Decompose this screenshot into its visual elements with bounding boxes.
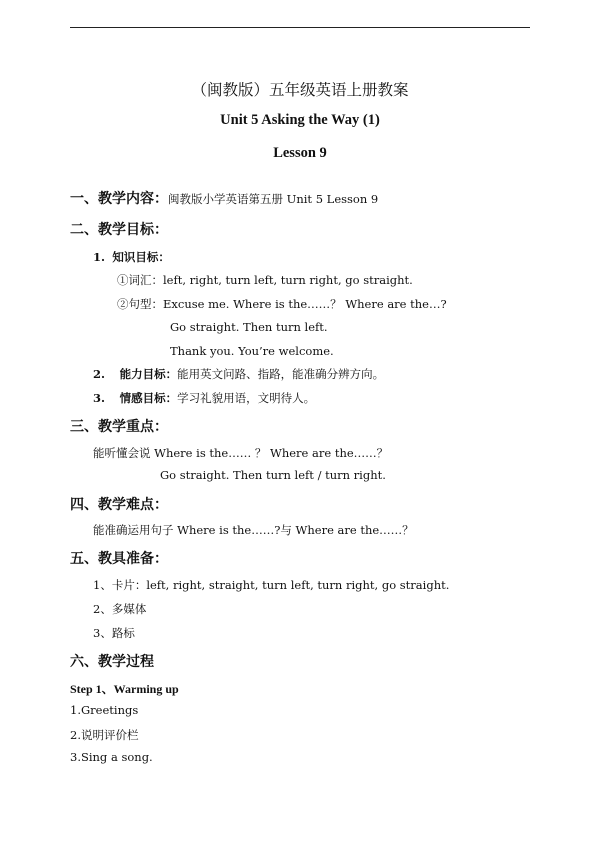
goal-label: 能力目标：: [119, 367, 178, 381]
goal-ability: [93, 366, 384, 382]
unit-title: Unit 5 Asking the Way (1): [220, 112, 380, 128]
goal-number: 2.: [93, 367, 106, 381]
section-teaching-content: [70, 188, 378, 208]
material-item: 3、路标: [93, 626, 135, 640]
lesson-title: Lesson 9: [273, 145, 327, 161]
key-point-line-2: Go straight. Then turn left / turn right.: [160, 468, 386, 482]
process-item: 3.Sing a song.: [70, 750, 153, 764]
difficulty-line: 能准确运用句子 Where is the……?与 Where are the……？: [93, 523, 414, 537]
process-item: 1.Greetings: [70, 703, 139, 717]
section-heading-materials: 五、教具准备：: [70, 551, 168, 567]
material-item: 1、卡片：left, right, straight, turn left, turn right, go straight.: [93, 578, 450, 592]
goal-text: 学习礼貌用语，文明待人。: [177, 391, 316, 405]
section-heading-difficulties: 四、教学难点：: [70, 497, 168, 513]
goal-label: 情感目标：: [119, 391, 178, 405]
goal-label: 知识目标：: [112, 250, 170, 264]
goal-emotion: [93, 390, 315, 406]
goal-number: 1.: [93, 250, 106, 264]
key-point-line: 能听懂会说 Where is the…… ？ Where are the……？: [93, 446, 389, 460]
goal-knowledge: [93, 249, 170, 265]
pattern-line-2: Go straight. Then turn left.: [170, 320, 328, 334]
vocab-line: ①词汇：left, right, turn left, turn right, go straight.: [117, 273, 413, 287]
section-heading-process: 六、教学过程: [70, 654, 154, 670]
material-item: 2、多媒体: [93, 602, 147, 616]
section-heading: 一、教学内容：: [70, 191, 168, 207]
header-rule: [70, 27, 530, 28]
document-title: （闽教版）五年级英语上册教案: [191, 81, 409, 99]
goal-text: 能用英文问路、指路，能准确分辨方向。: [177, 367, 385, 381]
pattern-line: ②句型：Excuse me. Where is the……？ Where are the…?: [117, 297, 447, 311]
process-item: 2.说明评价栏: [70, 728, 139, 742]
section-text: 闽教版小学英语第五册 Unit 5 Lesson 9: [168, 192, 379, 206]
goal-number: 3.: [93, 391, 106, 405]
pattern-line-3: Thank you. You’re welcome.: [170, 344, 334, 358]
section-heading-key-points: 三、教学重点：: [70, 419, 168, 435]
step-heading: Step 1、Warming up: [70, 682, 179, 696]
section-heading-objectives: 二、教学目标：: [70, 222, 168, 238]
